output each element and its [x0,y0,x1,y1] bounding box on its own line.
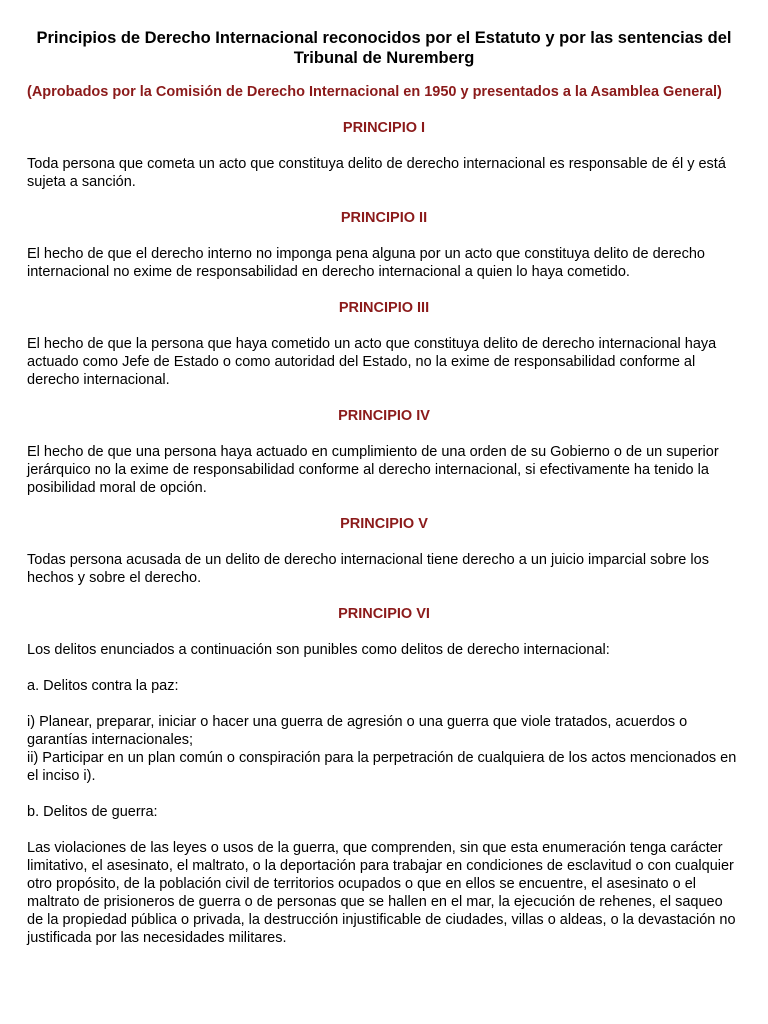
principle-heading-5: PRINCIPIO V [340,516,428,532]
principle-heading-3: PRINCIPIO III [338,300,430,316]
principle-heading-4: PRINCIPIO IV [338,408,430,424]
principle-6-intro: Los delitos enunciados a continuación son punibles como delitos de derecho internacional: [27,642,610,658]
document-title: Principios de Derecho Internacional reconocidos por el Estatuto y por las sentencias del Tribunal de Nuremberg [36,29,732,67]
section-a-heading: a. Delitos contra la paz: [27,678,179,694]
principle-heading-6: PRINCIPIO VI [338,606,430,622]
principle-text-2: El hecho de que el derecho interno no imponga pena alguna por un acto que constituya delito de derecho internacional no exime de responsabilidad en derecho internacional a quien lo haya cometido. [27,246,705,280]
document-subtitle: (Aprobados por la Comisión de Derecho Internacional en 1950 y presentados a la Asamblea General) [27,84,722,100]
crimes-against-peace-item-ii: ii) Participar en un plan común o conspiración para la perpetración de cualquiera de los actos mencionados en el inciso i). [27,750,737,784]
section-b-heading: b. Delitos de guerra: [27,804,158,820]
principle-text-4: El hecho de que una persona haya actuado en cumplimiento de una orden de su Gobierno o de un superior jerárquico no la exime de responsabilidad conforme al derecho internacional, si efectivamente ha tenido la posibilidad moral de opción. [27,444,719,496]
principle-text-3: El hecho de que la persona que haya cometido un acto que constituya delito de derecho internacional haya actuado como Jefe de Estado o como autoridad del Estado, no la exime de responsabilidad conforme al derecho internacional. [27,336,717,388]
principle-heading-2: PRINCIPIO II [340,210,428,226]
principle-text-5: Todas persona acusada de un delito de derecho internacional tiene derecho a un juicio imparcial sobre los hechos y sobre el derecho. [27,552,709,586]
principle-heading-1: PRINCIPIO I [342,120,426,136]
principle-text-1: Toda persona que cometa un acto que constituya delito de derecho internacional es responsable de él y está sujeta a sanción. [27,156,726,190]
crimes-against-peace-item-i: i) Planear, preparar, iniciar o hacer una guerra de agresión o una guerra que viole tratados, acuerdos o garantías internacionales; [27,714,688,748]
war-crimes-text: Las violaciones de las leyes o usos de la guerra, que comprenden, sin que esta enumeración tenga carácter limitativo, el asesinato, el maltrato, o la deportación para trabajar en condiciones de esclavitud o con cualquier otro propósito, de la población civil de territorios ocupados o que en ellos se encuentre, el asesinato o el maltrato de prisioneros de guerra o de personas que se hallen en el mar, la ejecución de rehenes, el saqueo de la propiedad pública o privada, la destrucción injustificable de ciudades, villas o aldeas, o la devastación no justificada por las necesidades militares. [27,840,736,946]
